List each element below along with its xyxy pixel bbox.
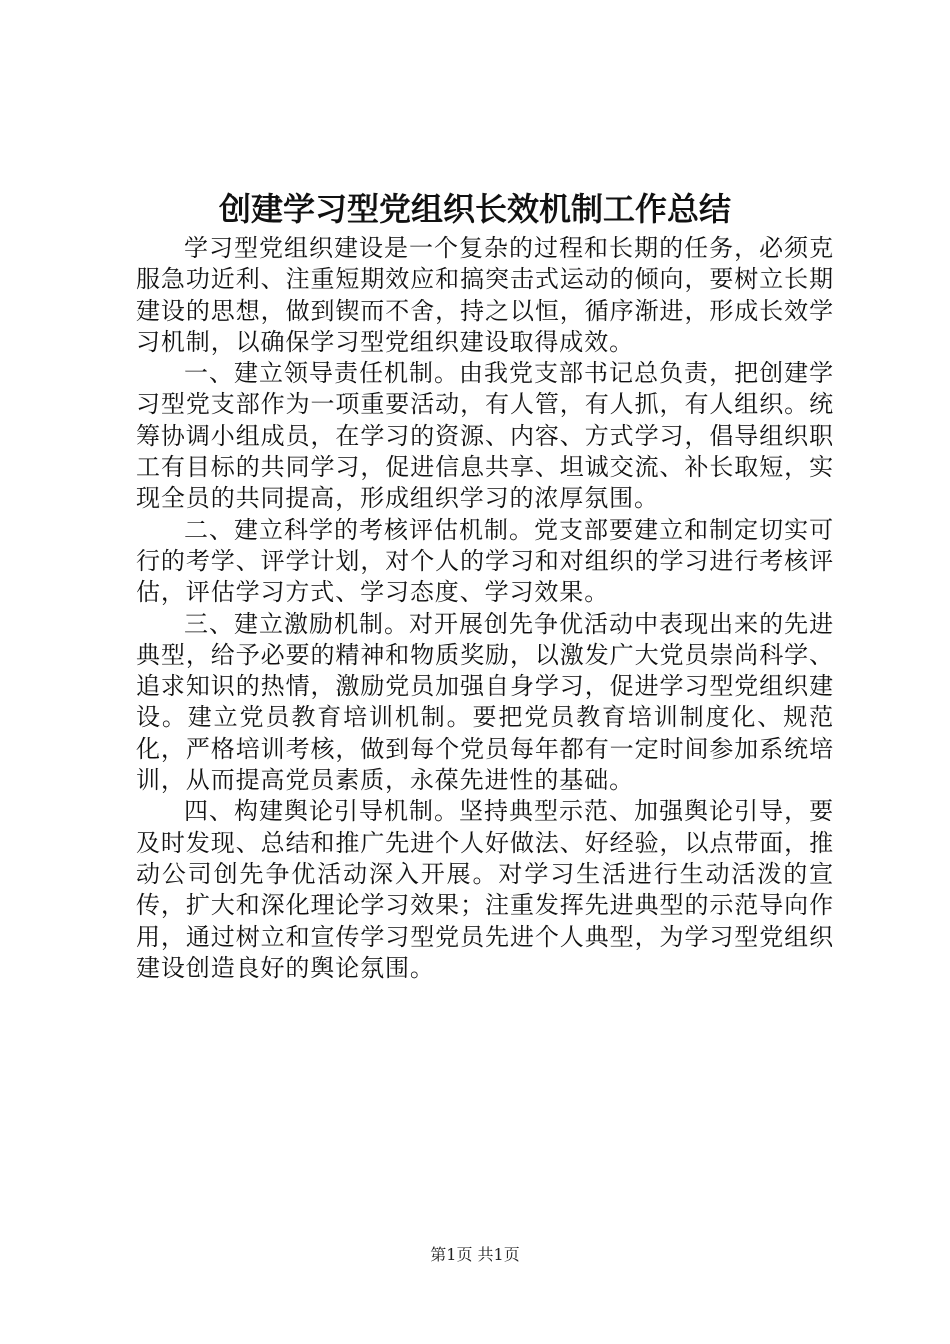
- paragraph-assessment-mechanism: 二、建立科学的考核评估机制。党支部要建立和制定切实可行的考学、评学计划，对个人的学习和对组织的学习进行考核评估，评估学习方式、学习态度、学习效果。: [136, 515, 834, 607]
- paragraph-incentive-mechanism: 三、建立激励机制。对开展创先争优活动中表现出来的先进典型，给予必要的精神和物质奖励，以激发广大党员崇尚科学、追求知识的热情，激励党员加强自身学习，促进学习型党组织建设。建立党员教育培训机制。要把党员教育培训制度化、规范化，严格培训考核，做到每个党员每年都有一定时间参加系统培训，从而提高党员素质，永葆先进性的基础。: [136, 609, 834, 795]
- document-title: 创建学习型党组织长效机制工作总结: [218, 190, 731, 228]
- document-body: [136, 233, 834, 984]
- page-footer: 第1页 共1页: [430, 1245, 520, 1264]
- paragraph-public-opinion-mechanism: 四、构建舆论引导机制。坚持典型示范、加强舆论引导，要及时发现、总结和推广先进个人好做法、好经验，以点带面，推动公司创先争优活动深入开展。对学习生活进行生动活泼的宣传，扩大和深化理论学习效果；注重发挥先进典型的示范导向作用，通过树立和宣传学习型党员先进个人典型，为学习型党组织建设创造良好的舆论氛围。: [136, 797, 834, 982]
- paragraph-leadership-mechanism: 一、建立领导责任机制。由我党支部书记总负责，把创建学习型党支部作为一项重要活动，有人管，有人抓，有人组织。统筹协调小组成员，在学习的资源、内容、方式学习，倡导组织职工有目标的共同学习，促进信息共享、坦诚交流、补长取短，实现全员的共同提高，形成组织学习的浓厚氛围。: [136, 359, 834, 513]
- paragraph-intro: 学习型党组织建设是一个复杂的过程和长期的任务，必须克服急功近利、注重短期效应和搞突击式运动的倾向，要树立长期建设的思想，做到锲而不舍，持之以恒，循序渐进，形成长效学习机制，以确保学习型党组织建设取得成效。: [136, 234, 834, 356]
